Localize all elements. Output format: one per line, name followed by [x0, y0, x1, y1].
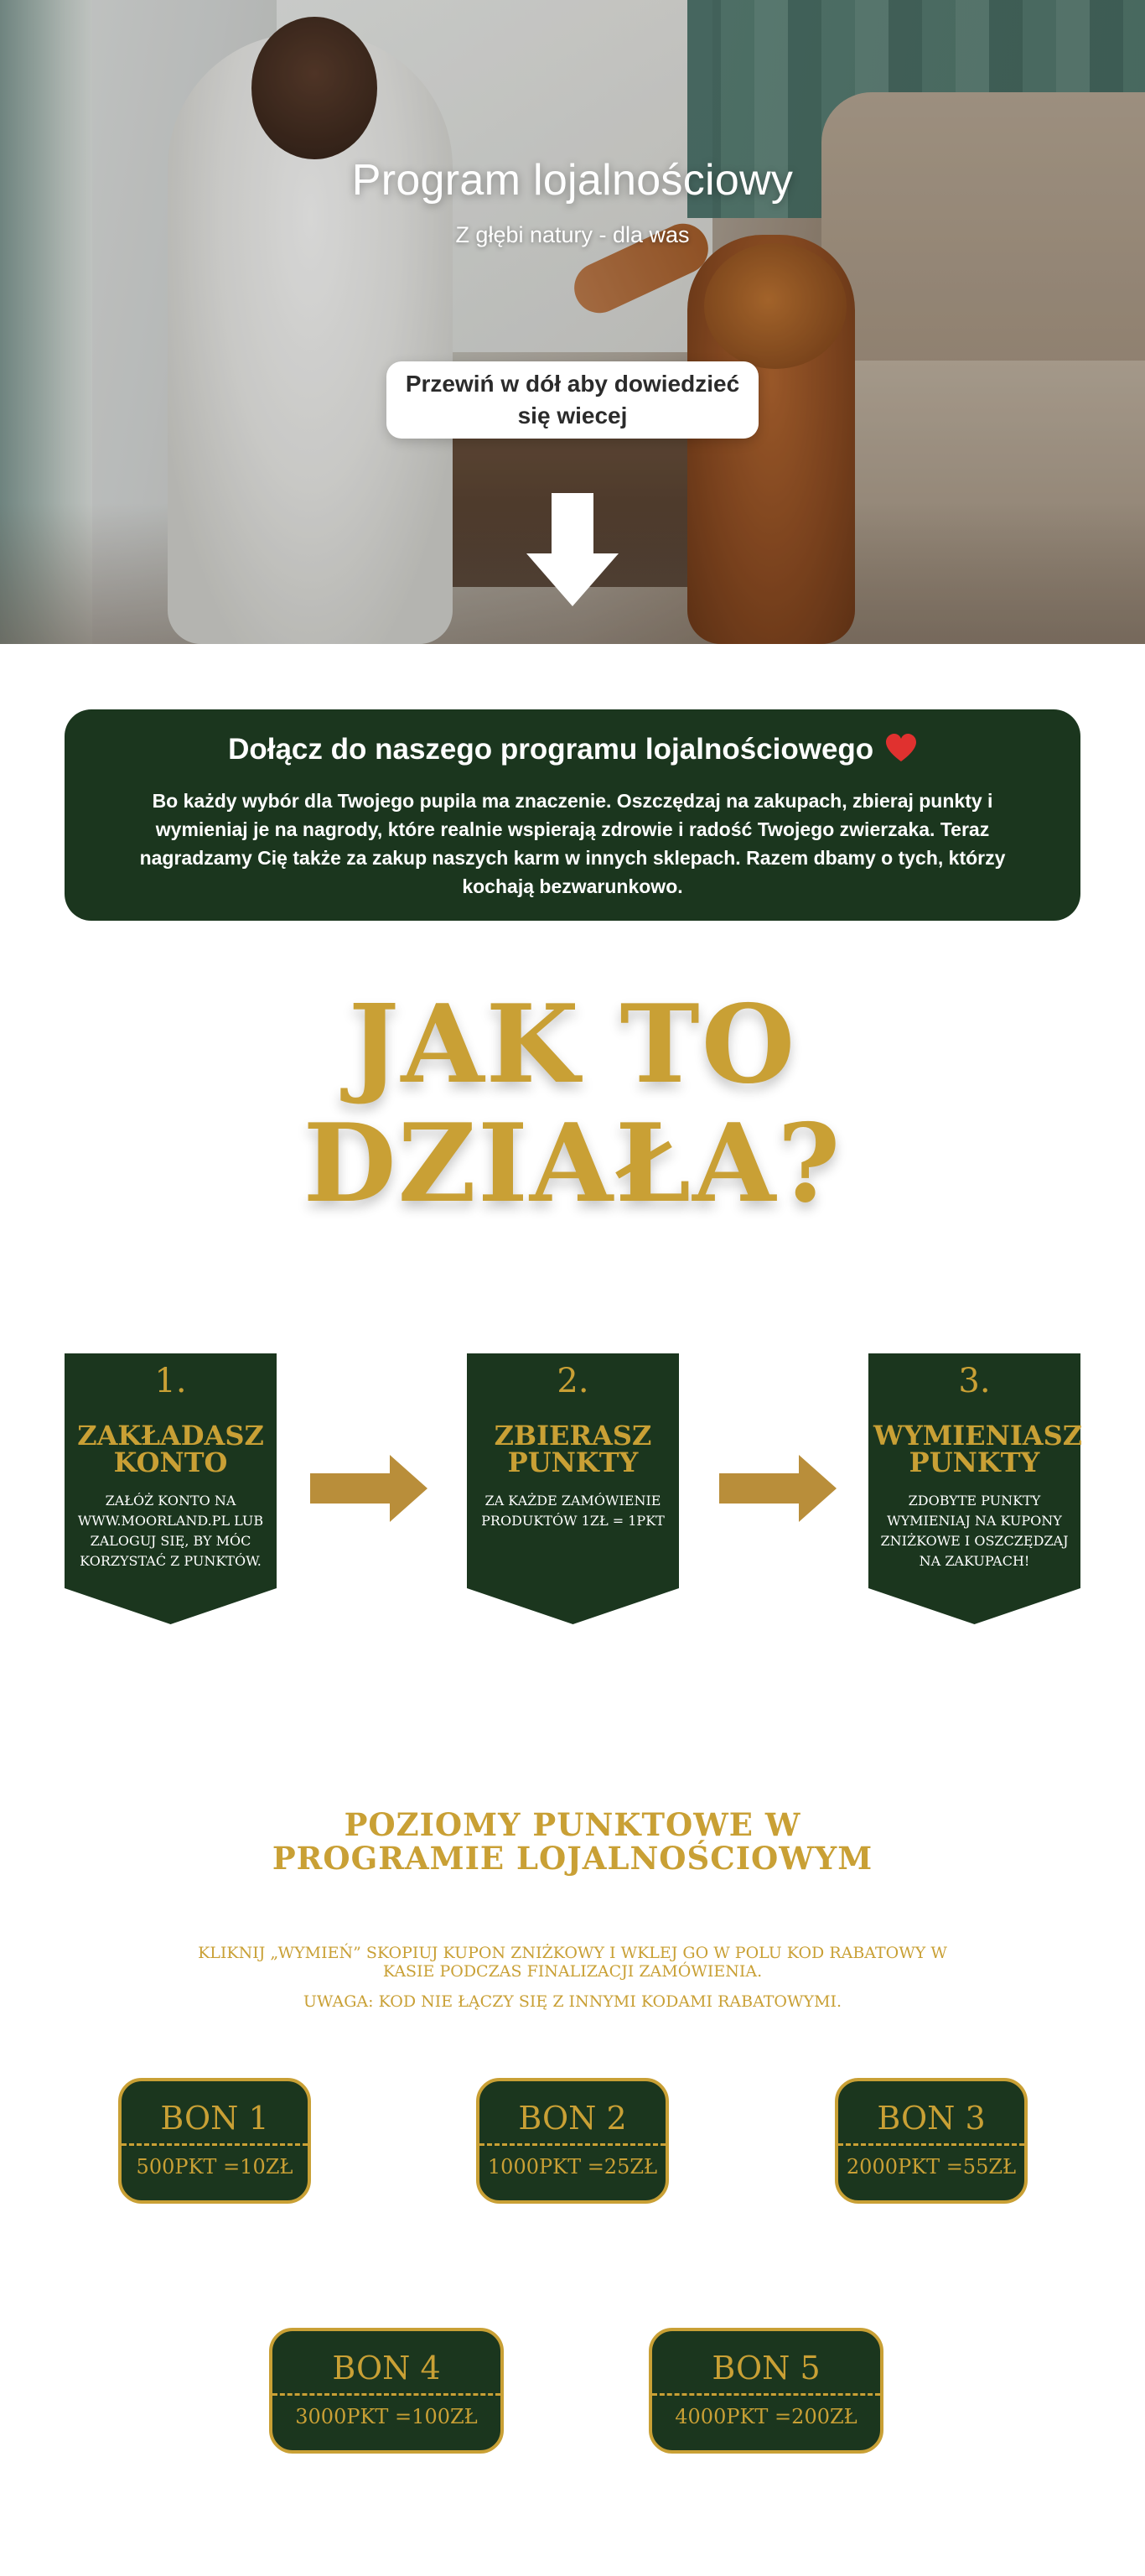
how-heading-line-1: JAK TO — [348, 982, 797, 1108]
scroll-down-button[interactable] — [386, 361, 759, 439]
bon-value: 4000PKT =200ZŁ — [675, 2405, 857, 2428]
bon-card-5[interactable] — [649, 2328, 883, 2454]
join-description: Bo każdy wybór dla Twojego pupila ma znaczenie. Oszczędzaj na zakupach, zbieraj punkty i wymieniaj je na nagrody, które realnie wspierają zdrowie i radość Twojego zwierzaka. Teraz nagradzamy Cię także za zakup naszych karm w innych sklepach. Razem dbamy o tych, którzy kochają bezwarunkowo. — [139, 790, 1006, 897]
bon-divider — [652, 2393, 880, 2396]
levels-instruction — [168, 1944, 977, 1981]
step-number: 1. — [154, 1362, 187, 1400]
hero-banner — [0, 0, 1145, 644]
bon-divider — [479, 2143, 666, 2146]
join-program-box — [65, 709, 1080, 921]
arrow-down-icon[interactable] — [526, 493, 619, 606]
bon-value: 500PKT =10ZŁ — [136, 2155, 293, 2179]
bon-divider — [122, 2143, 308, 2146]
bon-divider — [272, 2393, 500, 2396]
bon-divider — [838, 2143, 1024, 2146]
bon-name: BON 5 — [712, 2350, 821, 2386]
bon-name: BON 1 — [160, 2100, 269, 2137]
step-number: 3. — [958, 1362, 991, 1400]
step-number: 2. — [557, 1362, 589, 1400]
step-description: ZA KAŻDE ZAMÓWIENIE PRODUKTÓW 1ZŁ = 1PKT — [481, 1493, 665, 1529]
bon-value: 1000PKT =25ZŁ — [487, 2155, 658, 2179]
hero-title: Program lojalnościowy — [351, 156, 794, 205]
levels-instruction-text: KLIKNIJ „WYMIEŃ” SKOPIUJ KUPON ZNIŻKOWY I WKLEJ GO W POLU KOD RABATOWY W KASIE PODCZAS FINALIZACJI ZAMÓWIENIA. — [198, 1944, 947, 1981]
scroll-down-button-label: Przewiń w dół aby dowiedzieć się wiecej — [405, 371, 740, 428]
bon-name: BON 2 — [518, 2100, 627, 2137]
step-title: ZBIERASZ PUNKTY — [494, 1420, 652, 1478]
join-title: Dołącz do naszego programu lojalnościowego — [228, 733, 874, 766]
bon-card-2[interactable] — [476, 2078, 669, 2204]
heart-icon — [885, 734, 917, 762]
step-card-1 — [65, 1353, 277, 1624]
levels-title-text: POZIOMY PUNKTOWE W PROGRAMIE LOJALNOŚCIOWYM — [272, 1806, 873, 1877]
bon-value: 3000PKT =100ZŁ — [295, 2405, 478, 2428]
step-description: ZAŁÓŻ KONTO NA WWW.MOORLAND.PL LUB ZALOGUJ SIĘ, BY MÓC KORZYSTAĆ Z PUNKTÓW. — [77, 1493, 264, 1569]
bon-card-4[interactable] — [269, 2328, 504, 2454]
arrow-right-icon — [310, 1455, 427, 1522]
step-card-2 — [467, 1353, 679, 1624]
step-title: WYMIENIASZ PUNKTY — [873, 1420, 1083, 1478]
bon-name: BON 4 — [332, 2350, 441, 2386]
bon-card-3[interactable] — [835, 2078, 1028, 2204]
join-title-row — [65, 733, 1080, 766]
how-it-works-heading — [0, 982, 1145, 1227]
levels-title — [0, 1808, 1145, 1875]
hero-subtitle: Z głębi natury - dla was — [455, 222, 690, 247]
step-title: ZAKŁADASZ KONTO — [77, 1420, 264, 1478]
arrow-right-icon — [719, 1455, 837, 1522]
how-heading-line-2: DZIAŁA? — [303, 1101, 842, 1227]
bon-value: 2000PKT =55ZŁ — [846, 2155, 1017, 2179]
bon-name: BON 3 — [877, 2100, 986, 2137]
step-description: ZDOBYTE PUNKTY WYMIENIAJ NA KUPONY ZNIŻKOWE I OSZCZĘDZAJ NA ZAKUPACH! — [880, 1493, 1069, 1569]
step-card-3 — [868, 1353, 1083, 1624]
bon-card-1[interactable] — [118, 2078, 311, 2204]
levels-warning: UWAGA: KOD NIE ŁĄCZY SIĘ Z INNYMI KODAMI RABATOWYMI. — [303, 1992, 842, 2011]
